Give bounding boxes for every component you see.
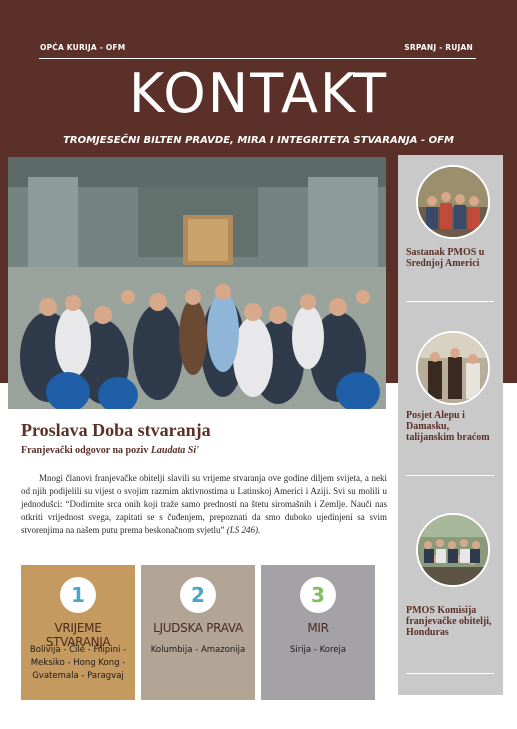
card-peace[interactable] [261, 565, 375, 700]
article-body: Mnogi članovi franjevačke obitelji slavili su vrijeme stvaranja ove godine diljem svijeta, a neki od njih podijelili su vijest o svojim razmim aktivnostima u Latinskoj Americi i Aziji. Svi su molili u jednodušci: “Dodirnite srca onih koji traže samo prednosti na štetu siromašnih i Zemlje. Nauči nas otkriti vrijednost svega, zapitati se s čuđenjem, prepoznati da smo duboko ujedinjeni sa svim stvorenjima na našem putu prema beskonačnom svjetlu” (LS 246). [21, 473, 387, 535]
sidebar-divider [406, 475, 494, 476]
issue-period: SRPANJ - RUJAN [404, 43, 473, 52]
sidebar-item-title: Sastanak PMOS u Srednjoj Americi [406, 247, 485, 269]
card-number: 1 [60, 577, 96, 613]
masthead-tagline: TROMJESEČNI BILTEN PRAVDE, MIRA I INTEGRITETA STVARANJA - OFM [63, 135, 454, 146]
card-countries: Sirija - Koreja [289, 645, 347, 655]
card-heading: VRIJEME STVARANJA [45, 621, 111, 649]
sidebar-divider [406, 673, 494, 674]
card-heading: MIR [307, 621, 329, 635]
card-countries: Bolivija - Čile - Filipini - Meksiko - Hong Kong - Gvatemala - Paragvaj [29, 645, 127, 681]
header-divider [39, 58, 476, 59]
sidebar-photo [416, 513, 490, 587]
article-subtitle: Franjevački odgovor na poziv Laudata Si' [21, 445, 199, 456]
card-heading: LJUDSKA PRAVA [153, 621, 243, 635]
hero-photo [8, 157, 386, 409]
card-number: 3 [300, 577, 336, 613]
card-countries: Kolumbija - Amazonija [150, 645, 246, 655]
sidebar [398, 155, 503, 695]
issuer-label: OPĆA KURIJA - OFM [40, 43, 126, 52]
article-title: Proslava Doba stvaranja [21, 420, 211, 440]
sidebar-divider [406, 301, 494, 302]
article-citation: (LS 246). [226, 525, 261, 535]
masthead-title: KONTAKT [128, 62, 389, 125]
sidebar-photo [416, 165, 490, 239]
sidebar-item-title: Posjet Alepu i Damasku, talijanskim braćom [406, 410, 490, 443]
card-number: 2 [180, 577, 216, 613]
sidebar-item-title: PMOS Komisija franjevačke obitelji, Honduras [406, 605, 492, 638]
sidebar-photo [416, 331, 490, 405]
card-human-rights[interactable] [141, 565, 255, 700]
card-creation-time[interactable] [21, 565, 135, 700]
